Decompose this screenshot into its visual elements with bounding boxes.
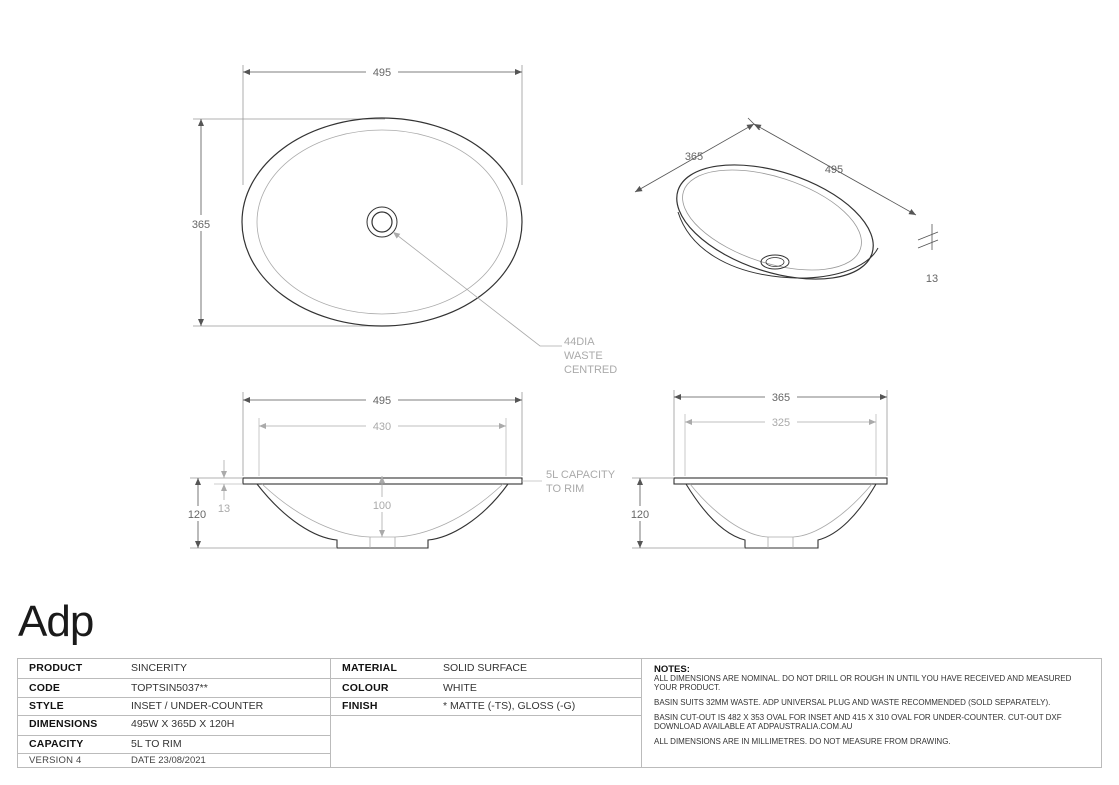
spec-table: [17, 658, 1102, 768]
front-section-view: [185, 392, 616, 548]
top-width-label: 495: [372, 67, 392, 79]
note-item: BASIN CUT-OUT IS 482 X 353 OVAL FOR INSET AND 415 X 310 OVAL FOR UNDER-COUNTER. CUT-OUT DXF DOWNLOAD AVAILABLE AT ADPAUSTRALIA.COM.AU: [654, 713, 1062, 731]
top-view-waste-inner: [372, 212, 392, 232]
spec-row-code: [18, 679, 330, 697]
iso-rim-label: 13: [925, 273, 939, 285]
spec-key: PRODUCT: [29, 662, 83, 674]
spec-value: SINCERITY: [131, 662, 188, 674]
note-item: BASIN SUITS 32MM WASTE. ADP UNIVERSAL PLUG AND WASTE RECOMMENDED (SOLD SEPARATELY).: [654, 698, 1051, 707]
waste-note-line-1: 44DIA: [564, 336, 595, 348]
spec-key: DIMENSIONS: [29, 718, 98, 730]
spec-key: FINISH: [342, 700, 378, 712]
side-inner-depth-label: 325: [771, 417, 791, 429]
spec-key: CODE: [29, 682, 61, 694]
side-height-label: 120: [630, 509, 650, 521]
side-bowl-inner: [690, 484, 872, 537]
spec-value: SOLID SURFACE: [443, 662, 528, 674]
spec-key: STYLE: [29, 700, 64, 712]
brand-logo: Adp: [18, 597, 94, 646]
spec-left-column: [18, 659, 330, 767]
front-bowl-outer: [257, 484, 508, 548]
side-bowl-outer: [686, 484, 876, 548]
note-item: ALL DIMENSIONS ARE NOMINAL. DO NOT DRILL OR ROUGH IN UNTIL YOU HAVE RECEIVED AND MEASURED YOUR PRODUCT.: [654, 674, 1072, 692]
top-depth-label: 365: [191, 219, 211, 231]
waste-note-line-2: WASTE: [564, 350, 603, 362]
spec-value: 5L TO RIM: [131, 738, 182, 750]
spec-row-version: [18, 752, 330, 768]
spec-value: * MATTE (-TS), GLOSS (-G): [443, 700, 576, 712]
side-depth-label: 365: [771, 392, 791, 404]
spec-value: 495W X 365D X 120H: [131, 718, 235, 730]
top-view-outer-rim: [242, 118, 522, 326]
spec-row-colour: [331, 679, 641, 697]
front-bowl-depth-label: 100: [372, 500, 392, 512]
waste-leader-line: [393, 232, 562, 346]
spec-value: WHITE: [443, 682, 477, 694]
notes-title: NOTES:: [654, 664, 690, 675]
notes-panel: [654, 665, 1094, 752]
spec-key: CAPACITY: [29, 738, 84, 750]
spec-key: MATERIAL: [342, 662, 398, 674]
side-rim: [674, 478, 887, 484]
capacity-note-line-2: TO RIM: [546, 483, 585, 495]
note-item: ALL DIMENSIONS ARE IN MILLIMETRES. DO NOT MEASURE FROM DRAWING.: [654, 737, 951, 746]
spec-row-style: [18, 697, 330, 715]
top-view-inner-bowl: [257, 130, 507, 314]
iso-width-label: 495: [824, 164, 844, 176]
spec-row-material: [331, 659, 641, 677]
spec-value: INSET / UNDER-COUNTER: [131, 700, 264, 712]
iso-depth-label: 365: [684, 151, 704, 163]
spec-row-dimensions: [18, 715, 330, 733]
side-section-view: [627, 390, 887, 548]
front-rim: [243, 478, 522, 484]
spec-value: TOPTSIN5037**: [131, 682, 208, 694]
waste-note-line-3: CENTRED: [564, 364, 618, 376]
front-width-label: 495: [372, 395, 392, 407]
spec-middle-column: [331, 659, 641, 767]
front-height-label: 120: [187, 509, 207, 521]
spec-row-product: [18, 659, 330, 677]
front-inner-width-label: 430: [372, 421, 392, 433]
version-label: VERSION 4: [29, 754, 82, 766]
spec-key: COLOUR: [342, 682, 389, 694]
top-view: [188, 65, 617, 376]
version-date: DATE 23/08/2021: [131, 754, 206, 766]
spec-row-finish: [331, 697, 641, 715]
spec-row-capacity: [18, 735, 330, 753]
front-rim-label: 13: [217, 503, 231, 515]
capacity-note-line-1: 5L CAPACITY: [546, 469, 616, 481]
iso-view: [635, 118, 938, 301]
